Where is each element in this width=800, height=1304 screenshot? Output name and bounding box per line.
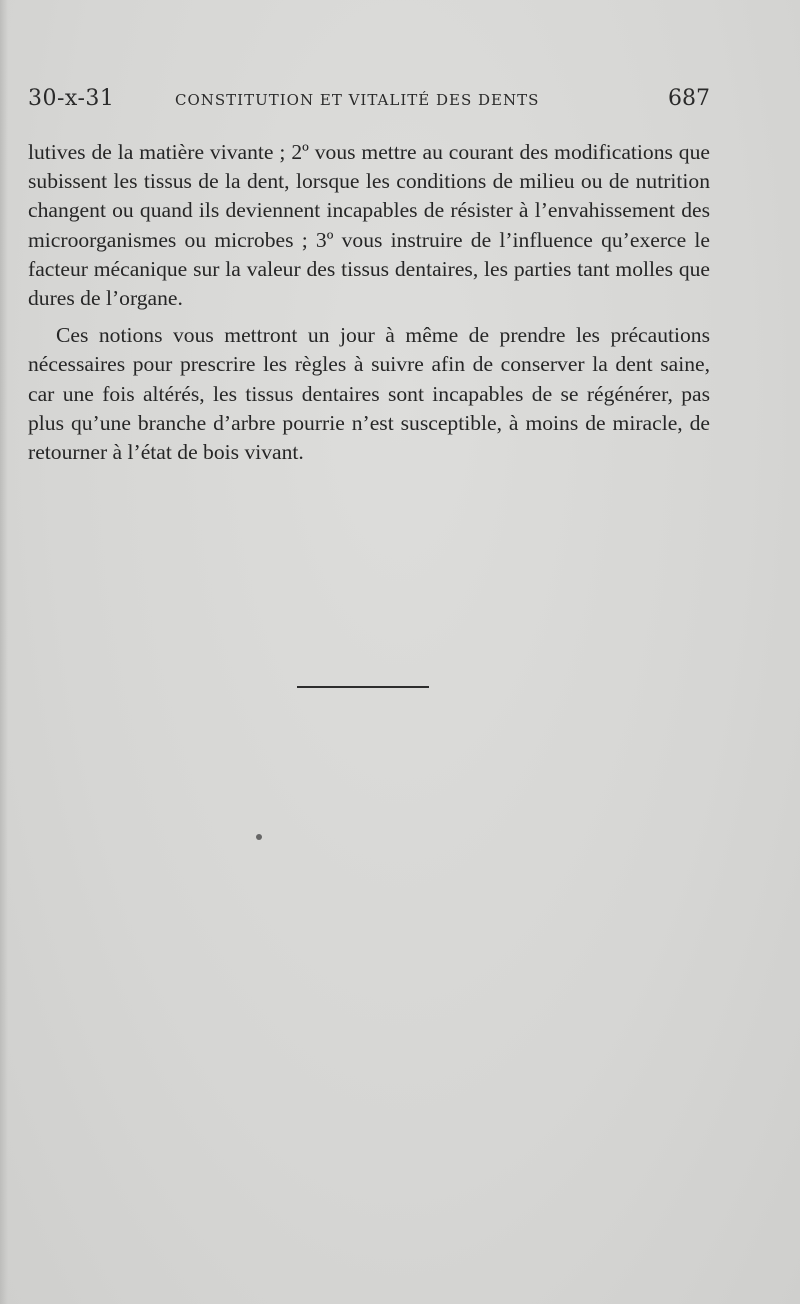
header-title: CONSTITUTION ET VITALITÉ DES DENTS <box>175 91 540 109</box>
body-text <box>28 138 710 467</box>
header-date: 30-x-31 <box>28 86 115 111</box>
scan-speck <box>256 834 262 840</box>
paragraph-1: lutives de la matière vivante ; 2º vous mettre au courant des modifications que subissent les tissus de la dent, lorsque les conditions de milieu ou de nutrition changent ou quand ils deviennent incapables de résister à l’envahissement des microorganismes ou microbes ; 3º vous instruire de l’influence qu’exerce le facteur mécanique sur la valeur des tissus dentaires, les parties tant molles que dures de l’organe. <box>28 140 710 311</box>
section-end-rule <box>297 686 429 688</box>
running-header <box>28 86 710 118</box>
paragraph-2: Ces notions vous mettront un jour à même de prendre les précautions nécessaires pour prescrire les règles à suivre afin de conserver la dent saine, car une fois altérés, les tissus dentaires sont incapables de se régénérer, pas plus qu’une branche d’arbre pourrie n’est susceptible, à moins de miracle, de retourner à l’état de bois vivant. <box>28 323 710 465</box>
page-edge-shadow <box>0 0 8 1304</box>
page-number: 687 <box>668 86 710 111</box>
